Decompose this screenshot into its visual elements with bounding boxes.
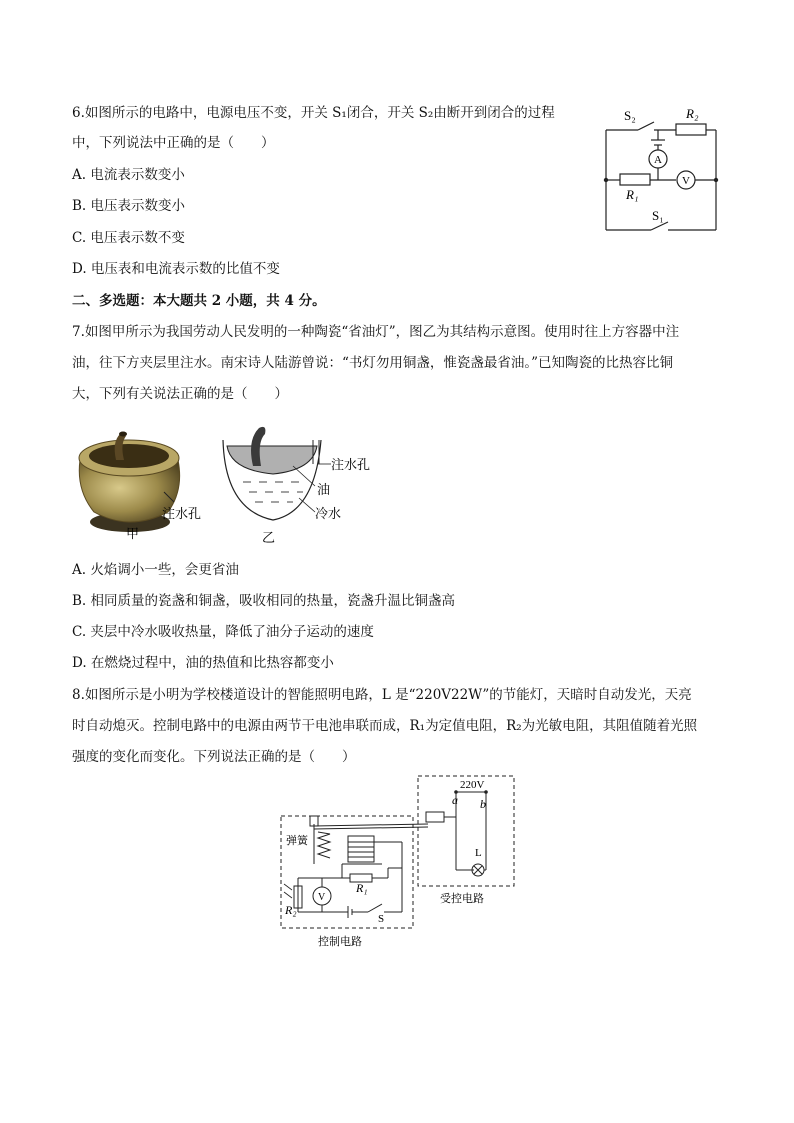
q7-lamp-structure-diagram bbox=[215, 420, 385, 550]
q7-option-d: D. 在燃烧过程中，油的热值和比热容都变小 bbox=[72, 655, 334, 671]
q8-switch-label: S bbox=[378, 913, 385, 925]
q7-stem-line2: 油，往下方夹层里注水。南宋诗人陆游曾说：“书灯勿用铜盏，惟瓷盏最省油。”已知陶瓷的比热容比铜 bbox=[72, 355, 674, 371]
q8-controlled-circuit-label: 受控电路 bbox=[440, 892, 484, 905]
q7-water-label: 冷水 bbox=[315, 507, 342, 522]
q7-oil-label: 油 bbox=[317, 483, 331, 498]
q6-circuit-diagram bbox=[596, 100, 726, 240]
q8-control-circuit-label: 控制电路 bbox=[318, 935, 362, 948]
q7-photo-hole-label: 注水孔 bbox=[162, 507, 202, 522]
q7-caption-jia: 甲 bbox=[126, 527, 140, 542]
q7-option-b: B. 相同质量的瓷盏和铜盏，吸收相同的热量，瓷盏升温比铜盏高 bbox=[72, 593, 456, 609]
q7-option-a: A. 火焰调小一些，会更省油 bbox=[72, 562, 239, 578]
q7-lamp-photo bbox=[72, 420, 212, 550]
q8-stem-line1: 8.如图所示是小明为学校楼道设计的智能照明电路，L 是“220V22W”的节能灯，天暗时自动发光，天亮 bbox=[72, 687, 692, 703]
q7-option-c: C. 夹层中冷水吸收热量，降低了油分子运动的速度 bbox=[72, 624, 374, 640]
q6-voltmeter-label: V bbox=[682, 175, 690, 187]
q6-option-d: D. 电压表和电流表示数的比值不变 bbox=[72, 261, 280, 277]
q7-stem-line3: 大，下列有关说法正确的是（ ） bbox=[72, 386, 288, 402]
q8-r1-label: R₁ bbox=[356, 881, 368, 895]
q8-voltage-label: 220V bbox=[460, 779, 485, 791]
q6-s1-label: S₁ bbox=[652, 208, 664, 223]
q6-r1-label: R₁ bbox=[626, 187, 639, 202]
q6-stem-line1: 6.如图所示的电路中，电源电压不变，开关 S₁闭合，开关 S₂由断开到闭合的过程 bbox=[72, 105, 555, 121]
q6-stem-line2: 中，下列说法中正确的是（ ） bbox=[72, 135, 275, 151]
q6-option-b: B. 电压表示数变小 bbox=[72, 198, 186, 214]
q6-r2-label: R₂ bbox=[686, 106, 699, 121]
q6-option-c: C. 电压表示数不变 bbox=[72, 230, 185, 246]
q8-r2-label: R₂ bbox=[285, 903, 297, 917]
q8-spring-label: 弹簧 bbox=[286, 834, 308, 847]
q6-ammeter-label: A bbox=[654, 154, 662, 166]
q8-circuit-diagram bbox=[278, 772, 520, 952]
q6-s2-label: S₂ bbox=[624, 108, 636, 123]
section-heading-multiple-choice: 二、多选题：本大题共 2 小题，共 4 分。 bbox=[72, 293, 326, 309]
q8-terminal-a-label: a bbox=[452, 793, 458, 807]
q8-voltmeter-label: V bbox=[318, 892, 326, 903]
q7-hole-label: 注水孔 bbox=[331, 458, 371, 473]
q7-stem-line1: 7.如图甲所示为我国劳动人民发明的一种陶瓷“省油灯”，图乙为其结构示意图。使用时往上方容器中注 bbox=[72, 324, 680, 340]
q8-stem-line3: 强度的变化而变化。下列说法正确的是（ ） bbox=[72, 749, 356, 765]
q6-option-a: A. 电流表示数变小 bbox=[72, 167, 185, 183]
q7-caption-yi: 乙 bbox=[262, 531, 276, 546]
q8-terminal-b-label: b bbox=[480, 797, 486, 811]
q8-stem-line2: 时自动熄灭。控制电路中的电源由两节干电池串联而成，R₁为定值电阻，R₂为光敏电阻，其阻值随着光照 bbox=[72, 718, 698, 734]
q8-lamp-label: L bbox=[475, 847, 482, 859]
